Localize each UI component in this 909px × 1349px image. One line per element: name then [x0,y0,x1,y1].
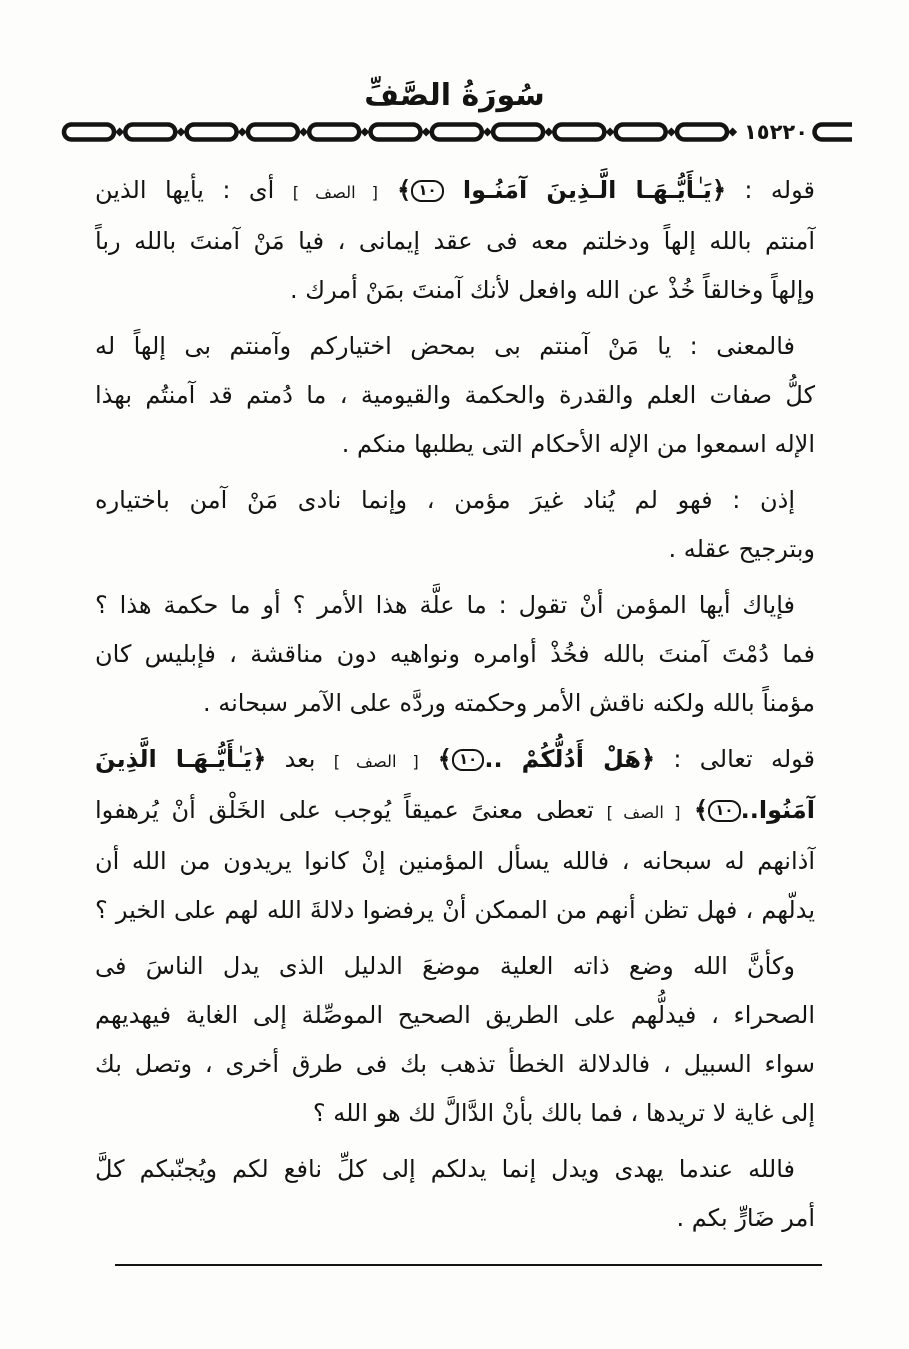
paragraph [95,942,815,1138]
text-line [95,420,815,469]
chain-diamond [606,128,615,137]
line-text: بعد [266,745,334,773]
verse-number: ١٠ [708,800,741,822]
chain-diamond [360,128,369,137]
chain-diamond [667,128,676,137]
surah-reference: [ الصف ] [606,803,681,822]
chain-diamond [115,128,124,137]
text-line [95,217,815,266]
text-line [95,942,815,991]
line-text: فالمعنى : يا مَنْ آمنتم بى بمحض اختياركم وآمنتم بى إلهاً له [95,332,795,360]
chain-link [309,125,359,140]
line-text: أمر ضَارٍّ بكم . [676,1204,815,1232]
text-line [95,476,815,525]
line-text: وإلهاً وخالقاً خُذْ عن الله وافعل لأنك آمنتَ بمَنْ أمرك . [290,276,815,304]
text-line [95,886,815,935]
paragraph [95,166,815,315]
chain-link [432,125,482,140]
chain-link [493,125,543,140]
line-text: إلى غاية لا تريدها ، فما بالك بأنْ الدَّالَّ لك هو الله ؟ [312,1099,815,1127]
text-line [95,679,815,728]
line-text: الإله اسمعوا من الإله الأحكام التى يطلبها منكم . [341,430,815,458]
chain-link [371,125,421,140]
text-line [95,1194,815,1243]
chain-link [248,125,298,140]
quran-quote: ﴿هَلْ أَدُلُّكُمْ .. [484,745,656,773]
line-text: فإياك أيها المؤمن أنْ تقول : ما علَّة هذا الأمر ؟ أو ما حكمة هذا ؟ [95,591,795,619]
chain-diamond [544,128,553,137]
chain-link [616,125,666,140]
text-line [95,525,815,574]
line-text: سواء السبيل ، فالدلالة الخطأ تذهب بك فى طرق أخرى ، وتصل بك [95,1050,815,1078]
line-text: إذن : فهو لم يُناد غيرَ مؤمن ، وإنما نادى مَنْ آمن باختياره [95,486,795,514]
chain-diamond [176,128,185,137]
text-line [95,266,815,315]
surah-reference: [ الصف ] [292,183,378,202]
footer-rule [115,1264,822,1266]
chain-diamond [238,128,247,137]
line-text: قوله : [726,176,815,204]
text-line [95,322,815,371]
text-line [95,991,815,1040]
line-text: فالله عندما يهدى ويدل إنما يدلكم إلى كلِّ نافع لكم ويُجنّبكم كلَّ [95,1155,795,1183]
paragraph [95,1145,815,1243]
paragraph [95,735,815,935]
chain-link [677,125,727,140]
verse-number: ١٠ [411,180,444,202]
quran-quote: ﴿يَـٰأَيُّـهَـا الَّذِينَ [95,745,267,773]
quran-quote: آمَنُوا.. [740,796,815,824]
paragraph [95,581,815,728]
verse-number: ١٠ [452,749,485,771]
line-text: أى : يأيها الذين [95,176,293,204]
text-line [95,1145,815,1194]
surah-reference: [ الصف ] [333,752,419,771]
chain-diamond [422,128,431,137]
line-text: آمنتم بالله إلهاً ودخلتم معه فى عقد إيمانى ، فيا مَنْ آمنتَ بالله رباً [95,227,815,255]
chain-link [125,125,175,140]
text-line [95,1040,815,1089]
quran-quote: ﴾ [418,745,452,773]
quran-quote: ﴾ [680,796,709,824]
line-text: مؤمناً بالله ولكنه ناقش الأمر وحكمته وردَّه على الآمر سبحانه . [202,689,815,717]
line-text: آذانهم له سبحانه ، فالله يسأل المؤمنين إنْ كانوا يريدون من الله أن [95,847,815,875]
line-text: الصحراء ، فيدلُّهم على الطريق الصحيح الموصِّلة إلى الغاية فيهديهم [95,1001,815,1029]
chain-link [187,125,237,140]
text-line [95,630,815,679]
text-line [95,735,815,786]
text-line [95,371,815,420]
chain-diamond [728,128,737,137]
chain-diamond [483,128,492,137]
line-text: فما دُمْتَ آمنتَ بالله فخُذْ أوامره ونواهيه دون مناقشة ، فإبليس كان [95,640,815,668]
page-body-text [95,166,815,1250]
text-line [95,786,815,837]
chain-diamond [299,128,308,137]
line-text: يدلّهم ، فهل تظن أنهم من الممكن أنْ يرفضوا دلالةَ الله لهم على الخير ؟ [95,896,815,924]
line-text: قوله تعالى : [655,745,816,773]
line-text: كلُّ صفات العلم والقدرة والحكمة والقيومية ، ما دُمتم قد آمنتُم بهذا [95,381,815,409]
page-number: ١٥٢٢٠ [743,120,809,144]
surah-title: سُورَةُ الصَّفِّ [364,78,545,113]
chain-link [64,125,114,140]
line-text: وبترجيح عقله . [668,535,815,563]
text-line [95,837,815,886]
line-text: وكأنَّ الله وضع ذاته العلية موضعَ الدليل الذى يدل الناسَ فى [95,952,795,980]
text-line [95,581,815,630]
text-line [95,1089,815,1138]
text-line [95,166,815,217]
chain-end-link [815,125,852,140]
quran-quote: ﴿يَـٰأَيُّـهَـا الَّـذِينَ آمَنُـوا [443,176,727,204]
line-text: تعطى معنىً عميقاً يُوجب على الخَلْق أنْ يُرهفوا [95,796,607,824]
quran-quote: ﴾ [377,176,412,204]
paragraph [95,322,815,469]
chain-link [554,125,604,140]
paragraph [95,476,815,574]
